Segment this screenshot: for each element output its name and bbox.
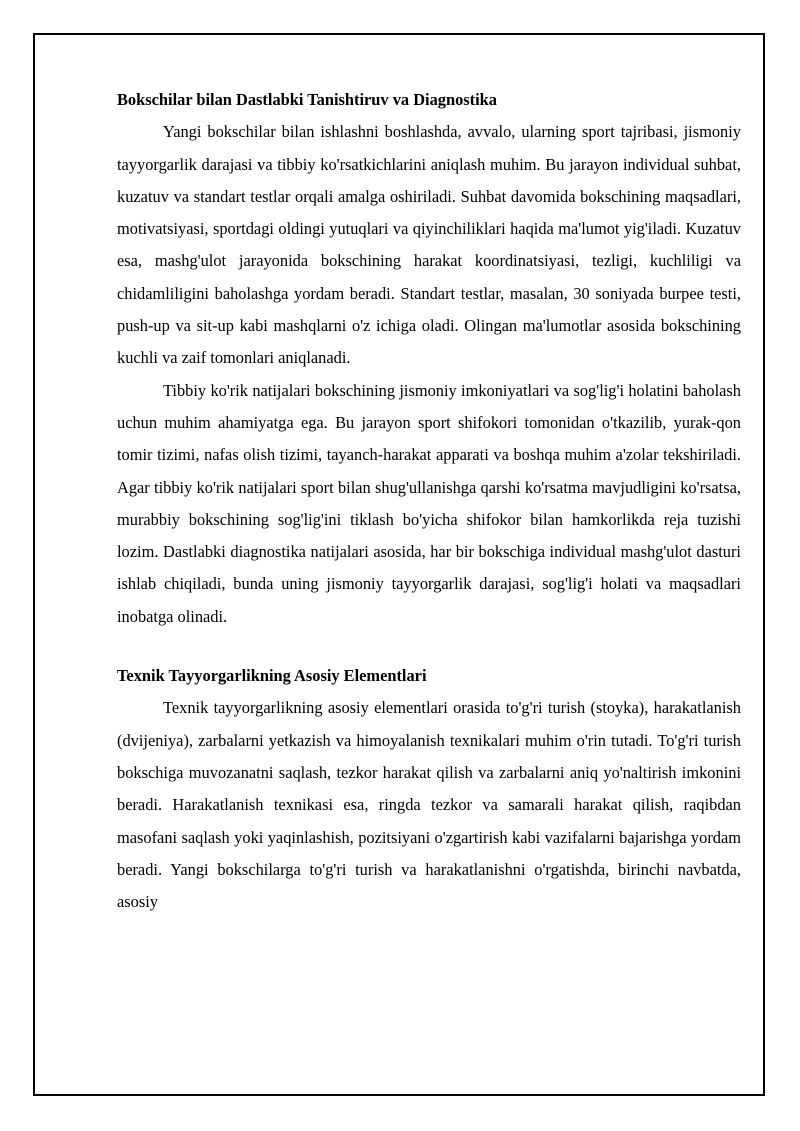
- document-body: [117, 84, 741, 918]
- paragraph-diagnostika-2: Tibbiy ko'rik natijalari bokschining jismoniy imkoniyatlari va sog'lig'i holatini baholash uchun muhim ahamiyatga ega. Bu jarayon sport shifokori tomonidan o'tkazilib, yurak-qon tomir tizimi, nafas olish tizimi, tayanch-harakat apparati va boshqa muhim a'zolar tekshiriladi. Agar tibbiy ko'rik natijalari sport bilan shug'ullanishga qarshi ko'rsatma mavjudligini ko'rsatsa, murabbiy bokschining sog'lig'ini tiklash bo'yicha shifokor bilan hamkorlikda reja tuzishi lozim. Dastlabki diagnostika natijalari asosida, har bir bokschiga individual mashg'ulot dasturi ishlab chiqiladi, bunda uning jismoniy tayyorgarlik darajasi, sog'lig'i holati va maqsadlari inobatga olinadi.: [117, 380, 741, 626]
- paragraph-diagnostika-1: Yangi bokschilar bilan ishlashni boshlashda, avvalo, ularning sport tajribasi, jismoniy tayyorgarlik darajasi va tibbiy ko'rsatkichlarini aniqlash muhim. Bu jarayon individual suhbat, kuzatuv va standart testlar orqali amalga oshiriladi. Suhbat davomida bokschining maqsadlari, motivatsiyasi, sportdagi oldingi yutuqlari va qiyinchiliklari haqida ma'lumot yig'iladi. Kuzatuv esa, mashg'ulot jarayonida bokschining harakat koordinatsiyasi, tezligi, kuchliligi va chidamliligini baholashga yordam beradi. Standart testlar, masalan, 30 soniyada burpee testi, push-up va sit-up kabi mashqlarni o'z ichiga oladi. Olingan ma'lumotlar asosida bokschining kuchli va zaif tomonlari aniqlanadi.: [117, 122, 741, 368]
- section-heading-diagnostika: Bokschilar bilan Dastlabki Tanishtiruv va Diagnostika: [117, 90, 497, 109]
- section-heading-texnik: Texnik Tayyorgarlikning Asosiy Elementlari: [117, 666, 427, 686]
- paragraph-texnik-1: Texnik tayyorgarlikning asosiy elementlari orasida to'g'ri turish (stoyka), harakatlanish (dvijeniya), zarbalarni yetkazish va himoyalanish texnikalari muhim o'rin tutadi. To'g'ri turish bokschiga muvozanatni saqlash, tezkor harakat qilish va zarbalarni aniq yo'naltirish imkonini beradi. Harakatlanish texnikasi esa, ringda tezkor va samarali harakat qilish, raqibdan masofani saqlash yoki yaqinlashish, pozitsiyani o'zgartirish kabi vazifalarni bajarishga yordam beradi. Yangi bokschilarga to'g'ri turish va harakatlanishni o'rgatishda, birinchi navbatda, asosiy: [117, 698, 741, 912]
